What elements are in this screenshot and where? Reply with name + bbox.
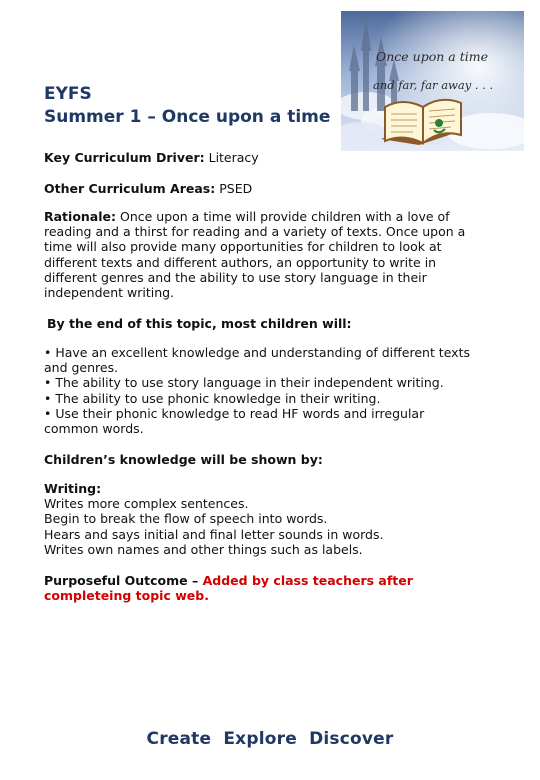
footer-word-explore: Explore: [223, 729, 297, 749]
image-caption-line1: Once upon a time: [376, 49, 488, 64]
other-curriculum-areas: [44, 181, 504, 196]
outcome-label: Purposeful Outcome –: [44, 573, 203, 588]
rationale-line: Once upon a time will provide children with a love of: [116, 209, 450, 224]
outcome-note-line2: completeing topic web.: [44, 588, 209, 604]
image-caption-line2: and far, far away . . .: [373, 78, 494, 92]
footer-motto: [0, 729, 540, 749]
title-topic: Summer 1 – Once upon a time: [44, 107, 331, 127]
key-driver-label: Key Curriculum Driver:: [44, 150, 205, 165]
once-upon-a-time-image: [341, 11, 524, 151]
rationale-line: reading and a thirst for reading and a variety of texts. Once upon a: [44, 224, 466, 240]
key-curriculum-driver: [44, 150, 504, 165]
list-item: • The ability to use phonic knowledge in their writing.: [44, 390, 381, 406]
list-item: • Have an excellent knowledge and understanding of different texts: [44, 345, 470, 360]
knowledge-heading: Children’s knowledge will be shown by:: [44, 452, 323, 467]
rationale-line: different genres and the ability to use story language in their: [44, 269, 427, 285]
list-item: • Use their phonic knowledge to read HF words and irregular: [44, 405, 425, 421]
writing-line: Writes own names and other things such as labels.: [44, 541, 363, 557]
rationale-paragraph: [44, 209, 514, 300]
rationale-line: independent writing.: [44, 285, 175, 301]
other-areas-label: Other Curriculum Areas:: [44, 181, 216, 196]
purposeful-outcome: [44, 573, 504, 603]
list-item: common words.: [44, 421, 144, 437]
end-of-topic-list: [44, 345, 514, 436]
writing-label: Writing:: [44, 481, 102, 496]
writing-line: Hears and says initial and final letter sounds in words.: [44, 526, 384, 542]
end-of-topic-heading: By the end of this topic, most children will:: [47, 316, 352, 331]
other-areas-value: PSED: [215, 181, 253, 196]
rationale-line: time will also provide many opportunities for children to look at: [44, 239, 442, 255]
writing-line: Begin to break the flow of speech into words.: [44, 511, 328, 527]
outcome-note: Added by class teachers after: [202, 573, 413, 588]
rationale-line: different texts and different authors, an opportunity to write in: [44, 254, 437, 270]
list-item: • The ability to use story language in their independent writing.: [44, 375, 444, 391]
knowledge-writing: [44, 481, 504, 557]
title-eyfs: EYFS: [44, 84, 92, 104]
footer-word-discover: Discover: [309, 729, 394, 749]
writing-line: Writes more complex sentences.: [44, 496, 249, 512]
rationale-label: Rationale:: [44, 209, 117, 224]
key-driver-value: Literacy: [204, 150, 259, 165]
list-item: and genres.: [44, 360, 119, 376]
footer-word-create: Create: [146, 729, 212, 749]
